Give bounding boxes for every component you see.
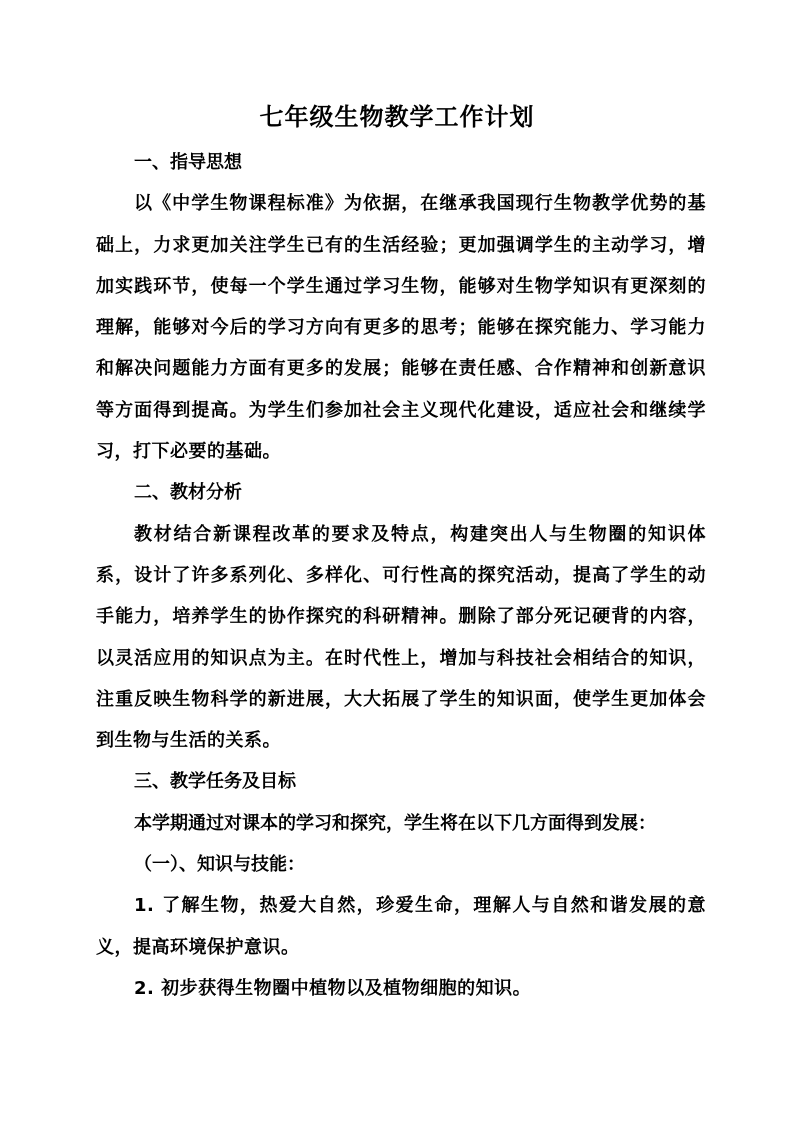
document-body xyxy=(96,142,706,1009)
list-item-goal-2: 2. 初步获得生物圈中植物以及植物细胞的知识。 xyxy=(134,977,532,999)
list-item-goal-1: 1. 了解生物，热爱大自然，珍爱生命，理解人与自然和谐发展的意义，提高环境保护意识。 xyxy=(96,895,706,958)
subheading-knowledge-skills: （一）、知识与技能： xyxy=(134,854,305,876)
section-heading-teaching-goals: 三、教学任务及目标 xyxy=(134,771,296,793)
section-heading-guiding-ideology: 一、指导思想 xyxy=(134,152,242,173)
section-heading-textbook-analysis: 二、教材分析 xyxy=(134,482,242,504)
paragraph-textbook-analysis: 教材结合新课程改革的要求及特点，构建突出人与生物圈的知识体系，设计了许多系列化、多样化、可行性高的探究活动，提高了学生的动手能力，培养学生的协作探究的科研精神。删除了部分死记硬背的内容，以灵活应用的知识点为主。在时代性上，增加与科技社会相结合的知识，注重反映生物科学的新进展，大大拓展了学生的知识面，使学生更加体会到生物与生活的关系。 xyxy=(96,523,706,752)
document-title: 七年级生物教学工作计划 xyxy=(259,103,535,131)
paragraph-guiding-ideology: 以《中学生物课程标准》为依据，在继承我国现行生物教学优势的基础上，力求更加关注学生已有的生活经验；更加强调学生的主动学习，增加实践环节，使每一个学生通过学习生物，能够对生物学知识有更深刻的理解，能够对今后的学习方向有更多的思考；能够在探究能力、学习能力和解决问题能力方面有更多的发展；能够在责任感、合作精神和创新意识等方面得到提高。为学生们参加社会主义现代化建设，适应社会和继续学习，打下必要的基础。 xyxy=(96,193,706,463)
paragraph-teaching-goals-intro: 本学期通过对课本的学习和探究，学生将在以下几方面得到发展： xyxy=(134,812,656,834)
